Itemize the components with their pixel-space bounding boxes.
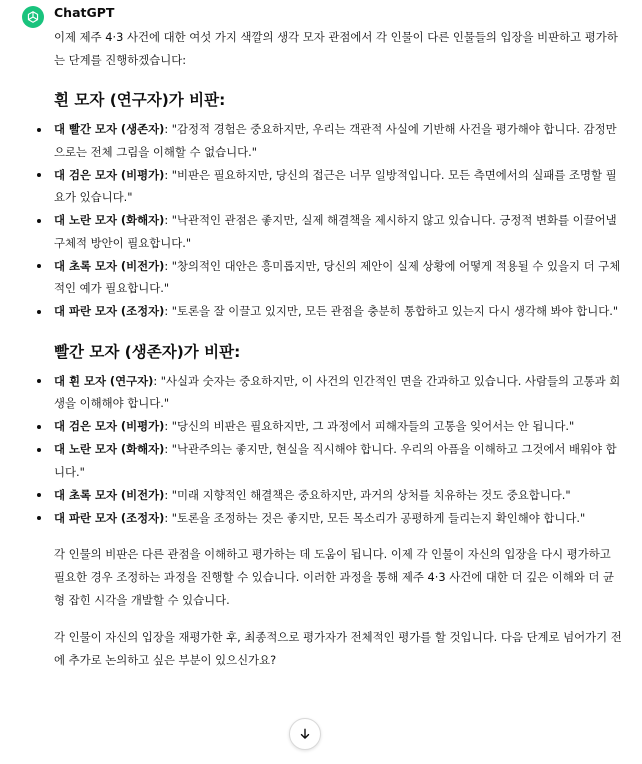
list-item: 대 흰 모자 (연구자): "사실과 숫자는 중요하지만, 이 사건의 인간적인 면을 간과하고 있습니다. 사람들의 고통과 희생을 이해해야 합니다." xyxy=(54,370,622,415)
list-item: 대 노란 모자 (화해자): "낙관주의는 좋지만, 현실을 직시해야 합니다. 우리의 아픔을 이해하고 그것에서 배워야 합니다." xyxy=(54,438,622,483)
section-heading-red-hat: 빨간 모자 (생존자)가 비판: xyxy=(54,342,241,361)
critique-list-red-hat xyxy=(54,370,622,530)
list-item: 대 초록 모자 (비전가): "창의적인 대안은 흥미롭지만, 당신의 제안이 실제 상황에 어떻게 적용될 수 있을지 더 구체적인 예가 필요합니다." xyxy=(54,255,622,300)
list-item: 대 파란 모자 (조정자): "토론을 잘 이끌고 있지만, 모든 관점을 충분히 통합하고 있는지 다시 생각해 봐야 합니다." xyxy=(54,300,622,323)
list-item: 대 빨간 모자 (생존자): "감정적 경험은 중요하지만, 우리는 객관적 사실에 기반해 사건을 평가해야 합니다. 감정만으로는 전체 그림을 이해할 수 없습니다." xyxy=(54,118,622,163)
list-item: 대 초록 모자 (비전가): "미래 지향적인 해결책은 중요하지만, 과거의 상처를 치유하는 것도 중요합니다." xyxy=(54,484,622,507)
scroll-to-bottom-button[interactable] xyxy=(289,718,321,750)
openai-logo-icon xyxy=(26,10,40,24)
closing-paragraph: 각 인물이 자신의 입장을 재평가한 후, 최종적으로 평가자가 전체적인 평가를 할 것입니다. 다음 단계로 넘어가기 전에 추가로 논의하고 싶은 부분이 있으신가요? xyxy=(54,630,622,667)
arrow-down-icon xyxy=(298,727,312,741)
sender-name: ChatGPT xyxy=(54,5,115,20)
list-item: 대 노란 모자 (화해자): "낙관적인 관점은 좋지만, 실제 해결책을 제시하지 않고 있습니다. 긍정적 변화를 이끌어낼 구체적 방안이 필요합니다." xyxy=(54,209,622,254)
chatgpt-avatar xyxy=(22,6,44,28)
assistant-message xyxy=(54,26,622,672)
list-item: 대 검은 모자 (비평가): "당신의 비판은 필요하지만, 그 과정에서 피해자들의 고통을 잊어서는 안 됩니다." xyxy=(54,415,622,438)
intro-paragraph: 이제 제주 4·3 사건에 대한 여섯 가지 색깔의 생각 모자 관점에서 각 인물이 다른 인물들의 입장을 비판하고 평가하는 단계를 진행하겠습니다: xyxy=(54,30,618,67)
list-item: 대 검은 모자 (비평가): "비판은 필요하지만, 당신의 접근은 너무 일방적입니다. 모든 측면에서의 실패를 조명할 필요가 있습니다." xyxy=(54,164,622,209)
critique-list-white-hat xyxy=(54,118,622,323)
summary-paragraph: 각 인물의 비판은 다른 관점을 이해하고 평가하는 데 도움이 됩니다. 이제 각 인물이 자신의 입장을 다시 평가하고 필요한 경우 조정하는 과정을 진행할 수 있습니다. 이러한 과정을 통해 제주 4·3 사건에 대한 더 깊은 이해와 더 균형 잡힌 시각을 개발할 수 있습니다. xyxy=(54,547,615,607)
section-heading-white-hat: 흰 모자 (연구자)가 비판: xyxy=(54,91,226,109)
list-item: 대 파란 모자 (조정자): "토론을 조정하는 것은 좋지만, 모든 목소리가 공평하게 들리는지 확인해야 합니다." xyxy=(54,507,622,530)
